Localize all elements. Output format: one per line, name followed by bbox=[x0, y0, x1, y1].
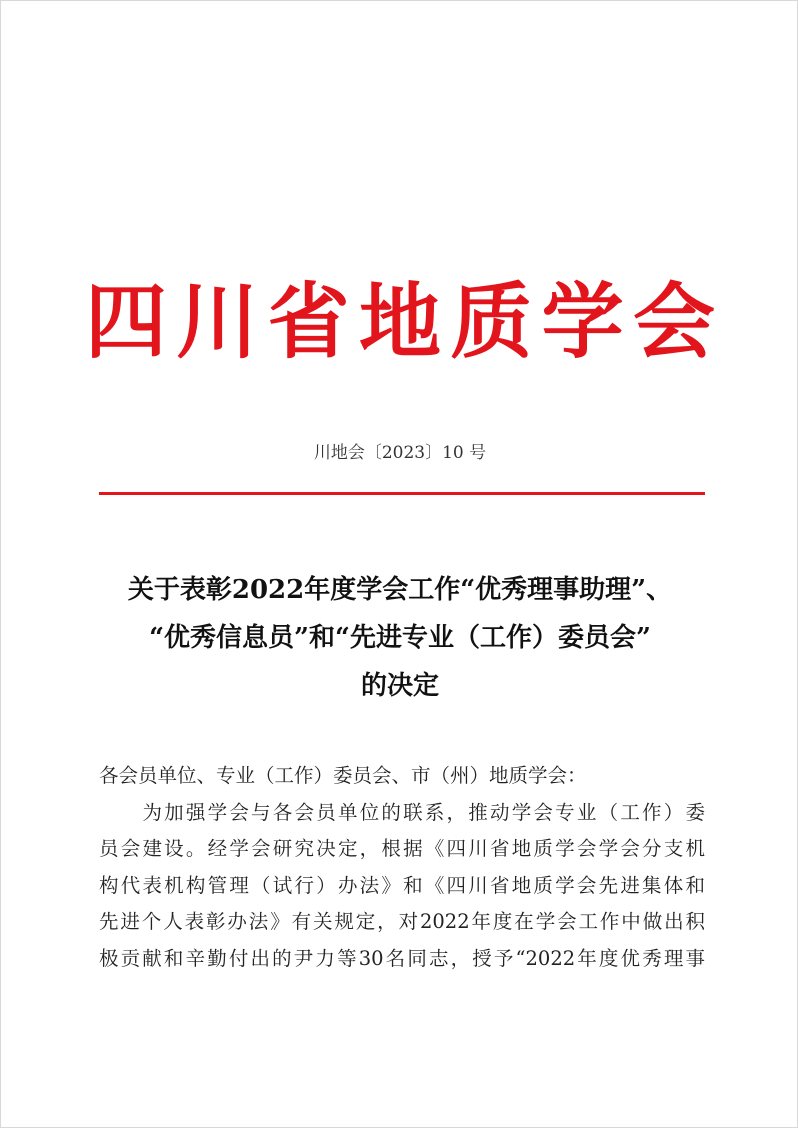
org-title-char: 省 bbox=[267, 275, 350, 370]
red-divider bbox=[99, 492, 705, 495]
org-title-char: 地 bbox=[358, 275, 441, 370]
org-title-char: 学 bbox=[541, 275, 624, 370]
org-title-char: 会 bbox=[632, 275, 715, 370]
headline-line: 关于表彰2022年度学会工作“优秀理事助理”、 bbox=[127, 575, 673, 605]
salutation: 各会员单位、专业（工作）委员会、市（州）地质学会： bbox=[99, 764, 587, 787]
org-title-char: 川 bbox=[176, 275, 259, 370]
org-title-char: 质 bbox=[450, 275, 533, 370]
document-body bbox=[99, 758, 705, 977]
org-title-char: 四 bbox=[85, 275, 168, 370]
document-number: 川地会〔2023〕10 号 bbox=[313, 443, 487, 463]
headline-line: “优秀信息员”和“先进专业（工作）委员会” bbox=[149, 623, 651, 653]
paragraph-line: 先进个人表彰办法》有关规定，对2022年度在学会工作中做出积 bbox=[99, 910, 705, 933]
organization-title bbox=[85, 273, 715, 373]
paragraph-line: 为加强学会与各会员单位的联系，推动学会专业（工作）委 bbox=[99, 800, 705, 824]
paragraph-line: 员会建设。经学会研究决定，根据《四川省地质学会学会分支机 bbox=[99, 837, 705, 860]
headline-line: 的决定 bbox=[360, 671, 439, 701]
paragraph-line: 极贡献和辛勤付出的尹力等30名同志，授予“2022年度优秀理事 bbox=[99, 946, 705, 970]
document-headline bbox=[61, 566, 739, 710]
paragraph-line: 构代表机构管理（试行）办法》和《四川省地质学会先进集体和 bbox=[99, 873, 705, 897]
